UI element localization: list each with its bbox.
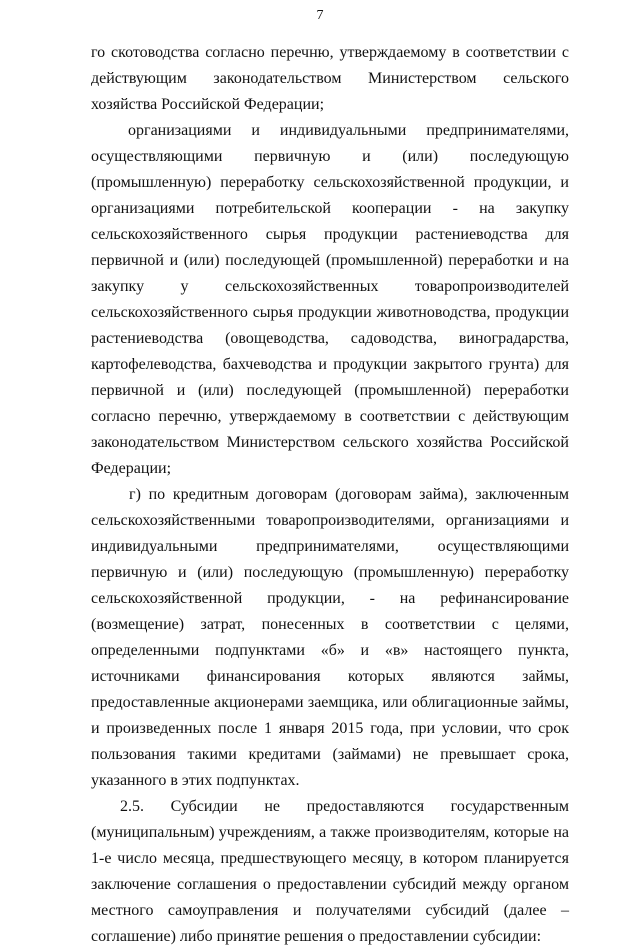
page-number: 7	[316, 8, 324, 23]
paragraph-2-5: 2.5. Субсидии не предоставляются государственным (муниципальным) учреждениям, а также производителям, которые на 1-е число месяца, предшествующего месяцу, в котором планируется заключение соглашения о предоставлении субсидий между органом местного самоуправления и получателями субсидий (далее – соглашение) либо принятие решения о предоставлении субсидии:	[91, 798, 569, 945]
document-body	[91, 40, 569, 950]
paragraph-item-g: г) по кредитным договорам (договорам займа), заключенным сельскохозяйственными товаропроизводителями, организациями и индивидуальными предпринимателями, осуществляющими первичную и (или) последующую (промышленную) переработку сельскохозяйственной продукции, - на рефинансирование (возмещение) затрат, понесенных в соответствии с целями, определенными подпунктами «б» и «в» настоящего пункта, источниками финансирования которых являются займы, предоставленные акционерами заемщика, или облигационные займы, и произведенных после 1 января 2015 года, при условии, что срок пользования такими кредитами (займами) не превышает срока, указанного в этих подпунктах.	[91, 486, 569, 789]
paragraph-processing-organizations: организациями и индивидуальными предпринимателями, осуществляющими первичную и (или) последующую (промышленную) переработку сельскохозяйственной продукции, и организациями потребительской кооперации - на закупку сельскохозяйственного сырья продукции растениеводства для первичной и (или) последующей (промышленной) переработки и на закупку у сельскохозяйственных товаропроизводителей сельскохозяйственного сырья продукции животноводства, продукции растениеводства (овощеводства, садоводства, виноградарства, картофелеводства, бахчеводства и продукции закрытого грунта) для первичной и (или) последующей (промышленной) переработки согласно перечню, утверждаемому в соответствии с действующим законодательством Министерством сельского хозяйства Российской Федерации;	[91, 122, 569, 477]
paragraph-continuation: го скотоводства согласно перечню, утверждаемому в соответствии с действующим законодательством Министерством сельского хозяйства Российской Федерации;	[91, 44, 569, 113]
